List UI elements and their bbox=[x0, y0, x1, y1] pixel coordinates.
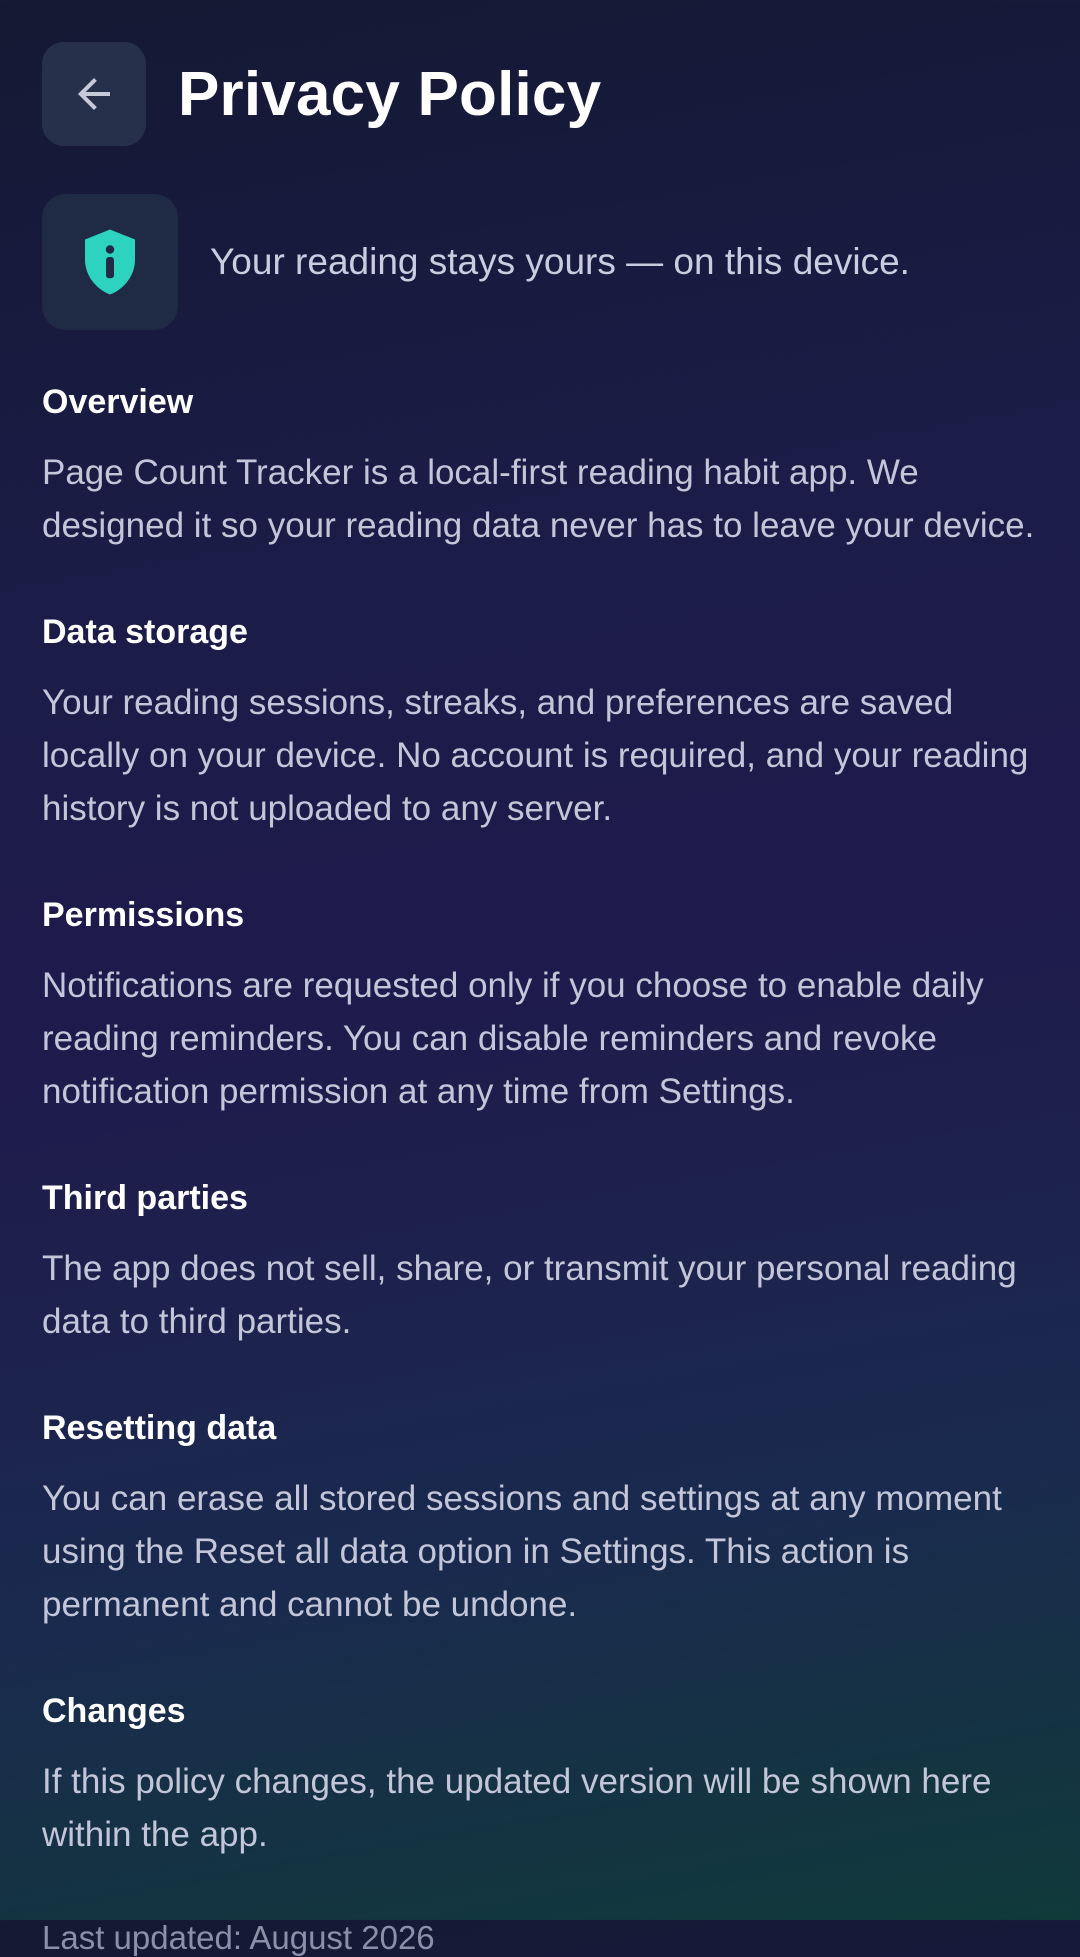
arrow-left-icon bbox=[70, 70, 118, 118]
banner-icon-container bbox=[42, 194, 178, 330]
last-updated-text: Last updated: August 2026 bbox=[42, 1919, 435, 1956]
policy-content bbox=[42, 380, 1038, 1957]
section-body: Your reading sessions, streaks, and preferences are saved locally on your device. No account is required, and your reading history is not uploaded to any server. bbox=[42, 683, 1029, 828]
section-heading: Data storage bbox=[42, 613, 248, 651]
banner-text: Your reading stays yours — on this device. bbox=[210, 241, 910, 282]
back-button[interactable] bbox=[42, 42, 146, 146]
section-heading: Resetting data bbox=[42, 1409, 277, 1447]
section-data-storage bbox=[42, 610, 1038, 835]
privacy-banner bbox=[42, 194, 1038, 330]
section-body: Page Count Tracker is a local-first reading habit app. We designed it so your reading data never has to leave your device. bbox=[42, 453, 1035, 545]
section-changes bbox=[42, 1689, 1038, 1861]
shield-info-icon bbox=[80, 227, 140, 297]
section-resetting-data bbox=[42, 1406, 1038, 1631]
section-body: If this policy changes, the updated version will be shown here within the app. bbox=[42, 1762, 992, 1854]
section-heading: Third parties bbox=[42, 1179, 248, 1217]
section-body: Notifications are requested only if you choose to enable daily reading reminders. You can disable reminders and revoke notification permission at any time from Settings. bbox=[42, 966, 984, 1111]
section-heading: Permissions bbox=[42, 896, 245, 934]
section-overview bbox=[42, 380, 1038, 552]
section-heading: Overview bbox=[42, 383, 194, 421]
section-body: You can erase all stored sessions and settings at any moment using the Reset all data option in Settings. This action is permanent and cannot be undone. bbox=[42, 1479, 1002, 1624]
section-third-parties bbox=[42, 1176, 1038, 1348]
section-permissions bbox=[42, 893, 1038, 1118]
section-heading: Changes bbox=[42, 1692, 186, 1730]
header bbox=[42, 42, 1038, 146]
section-body: The app does not sell, share, or transmit your personal reading data to third parties. bbox=[42, 1249, 1017, 1341]
page-title: Privacy Policy bbox=[178, 59, 602, 129]
